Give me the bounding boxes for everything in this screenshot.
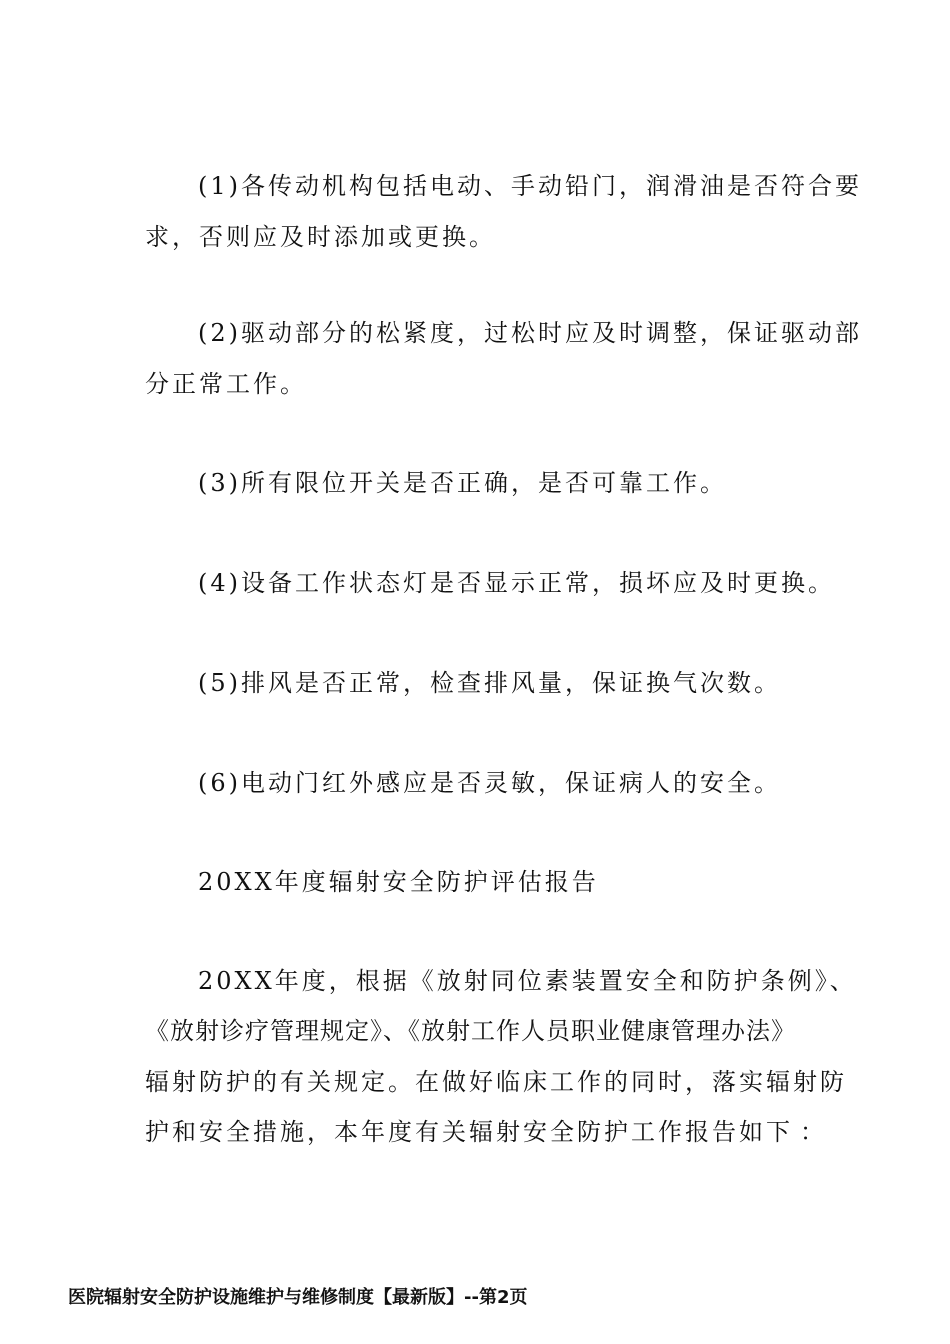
item-2-line-2: 分正常工作。 [145, 370, 307, 398]
item-1-line-2: 求，否则应及时添加或更换。 [145, 223, 496, 251]
item-4: (4)设备工作状态灯是否显示正常，损坏应及时更换。 [198, 569, 835, 597]
item-5: (5)排风是否正常，检查排风量，保证换气次数。 [198, 669, 781, 697]
page-footer: 医院辐射安全防护设施维护与维修制度【最新版】--第2页 [68, 1287, 528, 1308]
item-6: (6)电动门红外感应是否灵敏，保证病人的安全。 [198, 769, 781, 797]
report-line-2: 《放射诊疗管理规定》、《放射工作人员职业健康管理办法》 [145, 1017, 796, 1045]
report-trailing-colon: ： [800, 1118, 824, 1146]
item-1-line-1: (1)各传动机构包括电动、手动铅门，润滑油是否符合要 [198, 172, 862, 200]
report-line-1: 20XX年度，根据《放射同位素装置安全和防护条例》、 [198, 967, 857, 995]
report-line-4: 护和安全措施，本年度有关辐射安全防护工作报告如下 [145, 1118, 793, 1146]
item-3: (3)所有限位开关是否正确，是否可靠工作。 [198, 469, 727, 497]
item-2-line-1: (2)驱动部分的松紧度，过松时应及时调整，保证驱动部 [198, 319, 862, 347]
section-title: 20XX年度辐射安全防护评估报告 [198, 868, 599, 896]
report-line-3: 辐射防护的有关规定。在做好临床工作的同时，落实辐射防 [145, 1068, 847, 1096]
